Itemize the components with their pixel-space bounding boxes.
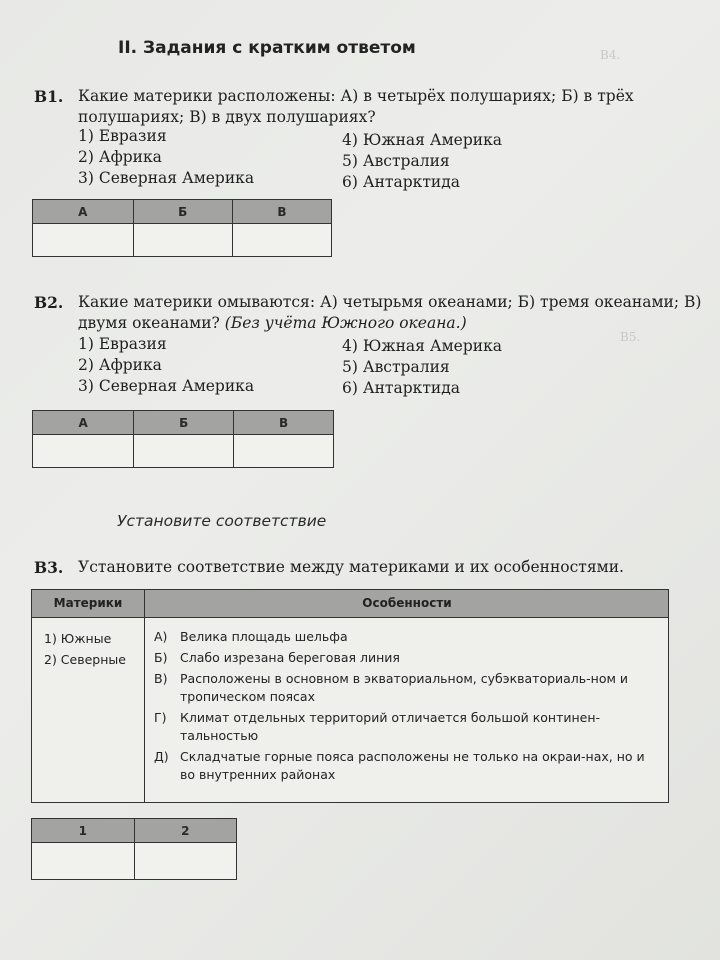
answer-header: Б: [133, 200, 232, 224]
task-number: B3.: [34, 558, 64, 577]
features-list: [154, 628, 658, 787]
answer-cell[interactable]: [33, 435, 134, 468]
item-letter: В): [154, 671, 168, 686]
list-item: [154, 709, 658, 745]
answer-header: Б: [134, 411, 234, 435]
continents-list: [44, 628, 126, 670]
task-question: [78, 292, 708, 334]
item-letter: Г): [154, 710, 167, 725]
item-text: Велика площадь шельфа: [180, 629, 348, 644]
task-question: Установите соответствие между материками и их особенностями.: [78, 558, 624, 576]
b2-answer-table: [32, 410, 334, 468]
answer-header: 2: [134, 819, 237, 843]
item-text: Складчатые горные пояса расположены не только на окраи-нах, но и во внутренних районах: [180, 749, 645, 782]
section-title: II. Задания с кратким ответом: [118, 38, 416, 58]
option: 4) Южная Америка: [342, 131, 503, 149]
b2-options-left: [78, 334, 254, 397]
column-header: Материки: [53, 596, 123, 610]
option: 6) Антарктида: [342, 379, 461, 397]
b1-options-right: [342, 130, 502, 193]
b3-answer-table: [31, 818, 237, 880]
answer-header: 1: [32, 819, 135, 843]
task-b2: [34, 292, 702, 332]
answer-cell[interactable]: [133, 224, 232, 257]
column-header: Особенности: [362, 596, 452, 610]
list-item: [154, 649, 658, 667]
answer-cell[interactable]: [32, 843, 135, 880]
list-item: 2) Северные: [44, 652, 126, 667]
answer-header: А: [33, 411, 134, 435]
answer-cell[interactable]: [134, 843, 237, 880]
option: 5) Австралия: [342, 358, 450, 376]
answer-header: В: [232, 200, 331, 224]
b1-options-left: [78, 126, 254, 189]
option: 2) Африка: [78, 148, 162, 166]
b1-answer-table: [32, 199, 332, 257]
task-b1: [34, 86, 634, 126]
answer-header: В: [234, 411, 334, 435]
task-number: B2.: [34, 293, 64, 312]
column-divider: [144, 590, 145, 802]
matching-table: [31, 589, 669, 803]
item-text: Расположены в основном в экваториальном, субэкваториаль-ном и тропическом поясах: [180, 671, 629, 704]
option: 5) Австралия: [342, 152, 450, 170]
bleed-through-text: В5.: [620, 330, 641, 344]
item-text: Климат отдельных территорий отличается большой континен-тальностью: [180, 710, 601, 743]
question-text: Какие материки омываются: А) четырьмя океанами; Б) тремя океанами; В) двумя океанами?: [78, 293, 702, 332]
item-letter: Б): [154, 650, 168, 665]
item-letter: А): [154, 629, 168, 644]
option: 1) Евразия: [78, 127, 167, 145]
item-letter: Д): [154, 749, 169, 764]
option: 3) Северная Америка: [78, 169, 255, 187]
bleed-through-text: В4.: [600, 48, 621, 62]
option: 3) Северная Америка: [78, 377, 255, 395]
task-number: B1.: [34, 87, 64, 106]
list-item: [154, 628, 658, 646]
answer-cell[interactable]: [232, 224, 331, 257]
question-note: (Без учёта Южного океана.): [224, 314, 467, 332]
option: 6) Антарктида: [342, 173, 461, 191]
answer-header: А: [33, 200, 134, 224]
subheading: Установите соответствие: [117, 512, 327, 530]
option: 1) Евразия: [78, 335, 167, 353]
task-question: Какие материки расположены: А) в четырёх полушариях; Б) в трёх полушариях; В) в двух полушариях?: [78, 87, 634, 126]
b2-options-right: [342, 336, 502, 399]
option: 4) Южная Америка: [342, 337, 503, 355]
list-item: 1) Южные: [44, 631, 112, 646]
list-item: [154, 670, 658, 706]
answer-cell[interactable]: [33, 224, 134, 257]
list-item: [154, 748, 658, 784]
item-text: Слабо изрезана береговая линия: [180, 650, 400, 665]
answer-cell[interactable]: [234, 435, 334, 468]
answer-cell[interactable]: [134, 435, 234, 468]
task-b3: [34, 557, 624, 579]
option: 2) Африка: [78, 356, 162, 374]
